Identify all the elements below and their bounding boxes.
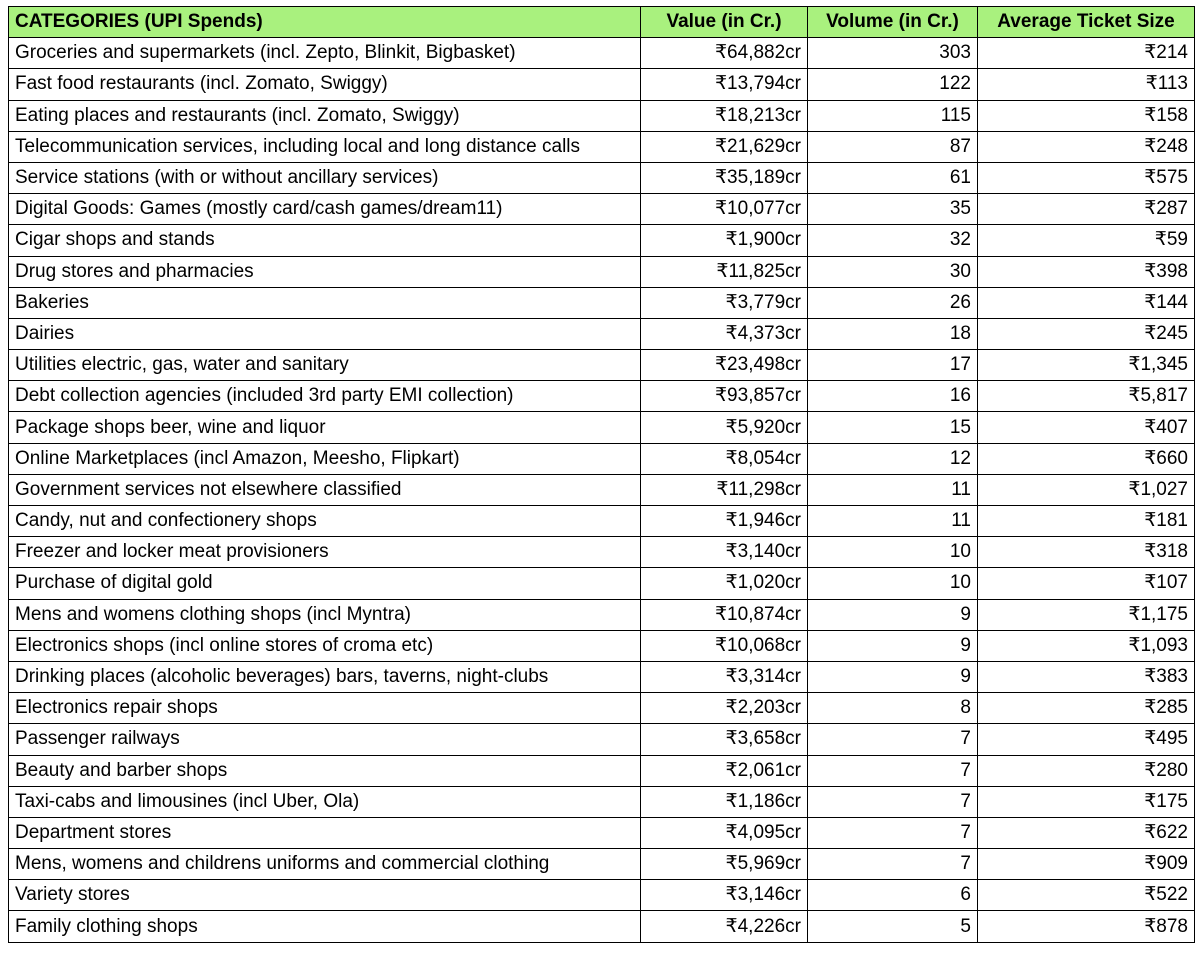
cell-volume[interactable]: 61 xyxy=(808,162,978,193)
cell-volume[interactable]: 10 xyxy=(808,568,978,599)
cell-category[interactable]: Groceries and supermarkets (incl. Zepto, Blinkit, Bigbasket) xyxy=(9,38,641,69)
cell-volume[interactable]: 9 xyxy=(808,630,978,661)
cell-average-ticket-size[interactable]: ₹245 xyxy=(978,318,1195,349)
cell-volume[interactable]: 7 xyxy=(808,849,978,880)
table-row xyxy=(9,724,1195,755)
cell-category[interactable]: Electronics repair shops xyxy=(9,693,641,724)
table-row xyxy=(9,162,1195,193)
cell-volume[interactable]: 12 xyxy=(808,443,978,474)
table-row xyxy=(9,381,1195,412)
cell-category[interactable]: Digital Goods: Games (mostly card/cash games/dream11) xyxy=(9,194,641,225)
table-row xyxy=(9,599,1195,630)
cell-volume[interactable]: 7 xyxy=(808,755,978,786)
cell-average-ticket-size[interactable]: ₹1,175 xyxy=(978,599,1195,630)
cell-value[interactable]: ₹5,969cr xyxy=(641,849,808,880)
cell-value[interactable]: ₹23,498cr xyxy=(641,350,808,381)
table-row xyxy=(9,849,1195,880)
cell-volume[interactable]: 11 xyxy=(808,474,978,505)
table-row xyxy=(9,69,1195,100)
cell-average-ticket-size[interactable]: ₹107 xyxy=(978,568,1195,599)
table-row xyxy=(9,131,1195,162)
cell-average-ticket-size[interactable]: ₹248 xyxy=(978,131,1195,162)
table-row xyxy=(9,880,1195,911)
cell-category[interactable]: Drinking places (alcoholic beverages) bars, taverns, night-clubs xyxy=(9,661,641,692)
cell-volume[interactable]: 6 xyxy=(808,880,978,911)
cell-value[interactable]: ₹3,779cr xyxy=(641,287,808,318)
table-body xyxy=(9,38,1195,942)
cell-category[interactable]: Mens and womens clothing shops (incl Myntra) xyxy=(9,599,641,630)
cell-value[interactable]: ₹3,140cr xyxy=(641,537,808,568)
cell-average-ticket-size[interactable]: ₹398 xyxy=(978,256,1195,287)
cell-value[interactable]: ₹3,146cr xyxy=(641,880,808,911)
cell-category[interactable]: Telecommunication services, including local and long distance calls xyxy=(9,131,641,162)
cell-volume[interactable]: 18 xyxy=(808,318,978,349)
cell-value[interactable]: ₹1,900cr xyxy=(641,225,808,256)
cell-category[interactable]: Department stores xyxy=(9,817,641,848)
cell-volume[interactable]: 7 xyxy=(808,786,978,817)
cell-average-ticket-size[interactable]: ₹522 xyxy=(978,880,1195,911)
cell-value[interactable]: ₹4,373cr xyxy=(641,318,808,349)
table-row xyxy=(9,412,1195,443)
cell-value[interactable]: ₹3,314cr xyxy=(641,661,808,692)
cell-volume[interactable]: 17 xyxy=(808,350,978,381)
cell-average-ticket-size[interactable]: ₹495 xyxy=(978,724,1195,755)
cell-category[interactable]: Taxi-cabs and limousines (incl Uber, Ola) xyxy=(9,786,641,817)
cell-volume[interactable]: 5 xyxy=(808,911,978,942)
cell-value[interactable]: ₹1,020cr xyxy=(641,568,808,599)
table-row xyxy=(9,194,1195,225)
cell-value[interactable]: ₹4,095cr xyxy=(641,817,808,848)
cell-average-ticket-size[interactable]: ₹287 xyxy=(978,194,1195,225)
cell-volume[interactable]: 8 xyxy=(808,693,978,724)
table-row xyxy=(9,350,1195,381)
cell-category[interactable]: Family clothing shops xyxy=(9,911,641,942)
cell-category[interactable]: Variety stores xyxy=(9,880,641,911)
cell-average-ticket-size[interactable]: ₹622 xyxy=(978,817,1195,848)
cell-value[interactable]: ₹1,186cr xyxy=(641,786,808,817)
cell-value[interactable]: ₹11,825cr xyxy=(641,256,808,287)
table-row xyxy=(9,568,1195,599)
cell-volume[interactable]: 303 xyxy=(808,38,978,69)
cell-category[interactable]: Electronics shops (incl online stores of croma etc) xyxy=(9,630,641,661)
table-row xyxy=(9,287,1195,318)
cell-volume[interactable]: 11 xyxy=(808,506,978,537)
cell-value[interactable]: ₹5,920cr xyxy=(641,412,808,443)
cell-volume[interactable]: 10 xyxy=(808,537,978,568)
cell-average-ticket-size[interactable]: ₹1,027 xyxy=(978,474,1195,505)
cell-category[interactable]: Utilities electric, gas, water and sanitary xyxy=(9,350,641,381)
cell-average-ticket-size[interactable]: ₹144 xyxy=(978,287,1195,318)
cell-category[interactable]: Government services not elsewhere classified xyxy=(9,474,641,505)
cell-category[interactable]: Package shops beer, wine and liquor xyxy=(9,412,641,443)
cell-value[interactable]: ₹64,882cr xyxy=(641,38,808,69)
cell-average-ticket-size[interactable]: ₹214 xyxy=(978,38,1195,69)
cell-value[interactable]: ₹3,658cr xyxy=(641,724,808,755)
cell-volume[interactable]: 30 xyxy=(808,256,978,287)
upi-spends-table xyxy=(8,6,1195,943)
cell-volume[interactable]: 122 xyxy=(808,69,978,100)
header-average-ticket-size[interactable]: Average Ticket Size xyxy=(978,7,1195,38)
cell-average-ticket-size[interactable]: ₹1,093 xyxy=(978,630,1195,661)
cell-average-ticket-size[interactable]: ₹285 xyxy=(978,693,1195,724)
cell-average-ticket-size[interactable]: ₹1,345 xyxy=(978,350,1195,381)
cell-volume[interactable]: 9 xyxy=(808,661,978,692)
cell-average-ticket-size[interactable]: ₹660 xyxy=(978,443,1195,474)
cell-category[interactable]: Eating places and restaurants (incl. Zomato, Swiggy) xyxy=(9,100,641,131)
cell-category[interactable]: Dairies xyxy=(9,318,641,349)
cell-category[interactable]: Mens, womens and childrens uniforms and commercial clothing xyxy=(9,849,641,880)
cell-value[interactable]: ₹2,061cr xyxy=(641,755,808,786)
cell-category[interactable]: Debt collection agencies (included 3rd party EMI collection) xyxy=(9,381,641,412)
cell-category[interactable]: Bakeries xyxy=(9,287,641,318)
cell-average-ticket-size[interactable]: ₹575 xyxy=(978,162,1195,193)
cell-average-ticket-size[interactable]: ₹158 xyxy=(978,100,1195,131)
table-row xyxy=(9,38,1195,69)
cell-category[interactable]: Fast food restaurants (incl. Zomato, Swiggy) xyxy=(9,69,641,100)
spreadsheet-table-container xyxy=(8,6,1194,943)
cell-value[interactable]: ₹13,794cr xyxy=(641,69,808,100)
cell-volume[interactable]: 7 xyxy=(808,817,978,848)
cell-value[interactable]: ₹35,189cr xyxy=(641,162,808,193)
cell-volume[interactable]: 32 xyxy=(808,225,978,256)
cell-volume[interactable]: 9 xyxy=(808,599,978,630)
table-row xyxy=(9,474,1195,505)
cell-value[interactable]: ₹4,226cr xyxy=(641,911,808,942)
cell-average-ticket-size[interactable]: ₹181 xyxy=(978,506,1195,537)
cell-value[interactable]: ₹10,068cr xyxy=(641,630,808,661)
header-row xyxy=(9,7,1195,38)
cell-category[interactable]: Candy, nut and confectionery shops xyxy=(9,506,641,537)
cell-category[interactable]: Drug stores and pharmacies xyxy=(9,256,641,287)
cell-value[interactable]: ₹93,857cr xyxy=(641,381,808,412)
cell-category[interactable]: Passenger railways xyxy=(9,724,641,755)
cell-category[interactable]: Online Marketplaces (incl Amazon, Meesho, Flipkart) xyxy=(9,443,641,474)
cell-average-ticket-size[interactable]: ₹318 xyxy=(978,537,1195,568)
cell-average-ticket-size[interactable]: ₹175 xyxy=(978,786,1195,817)
table-row xyxy=(9,256,1195,287)
cell-category[interactable]: Beauty and barber shops xyxy=(9,755,641,786)
cell-volume[interactable]: 35 xyxy=(808,194,978,225)
cell-volume[interactable]: 15 xyxy=(808,412,978,443)
table-row xyxy=(9,318,1195,349)
table-row xyxy=(9,661,1195,692)
cell-volume[interactable]: 115 xyxy=(808,100,978,131)
cell-volume[interactable]: 26 xyxy=(808,287,978,318)
header-volume[interactable]: Volume (in Cr.) xyxy=(808,7,978,38)
cell-category[interactable]: Freezer and locker meat provisioners xyxy=(9,537,641,568)
table-row xyxy=(9,911,1195,942)
table-row xyxy=(9,630,1195,661)
cell-category[interactable]: Purchase of digital gold xyxy=(9,568,641,599)
cell-volume[interactable]: 7 xyxy=(808,724,978,755)
cell-volume[interactable]: 87 xyxy=(808,131,978,162)
header-category[interactable]: CATEGORIES (UPI Spends) xyxy=(9,7,641,38)
cell-value[interactable]: ₹18,213cr xyxy=(641,100,808,131)
cell-value[interactable]: ₹8,054cr xyxy=(641,443,808,474)
cell-value[interactable]: ₹11,298cr xyxy=(641,474,808,505)
cell-value[interactable]: ₹21,629cr xyxy=(641,131,808,162)
header-value[interactable]: Value (in Cr.) xyxy=(641,7,808,38)
table-row xyxy=(9,755,1195,786)
cell-average-ticket-size[interactable]: ₹59 xyxy=(978,225,1195,256)
table-row xyxy=(9,537,1195,568)
cell-volume[interactable]: 16 xyxy=(808,381,978,412)
cell-average-ticket-size[interactable]: ₹113 xyxy=(978,69,1195,100)
cell-average-ticket-size[interactable]: ₹909 xyxy=(978,849,1195,880)
cell-category[interactable]: Service stations (with or without ancillary services) xyxy=(9,162,641,193)
cell-average-ticket-size[interactable]: ₹5,817 xyxy=(978,381,1195,412)
table-row xyxy=(9,506,1195,537)
cell-average-ticket-size[interactable]: ₹407 xyxy=(978,412,1195,443)
table-row xyxy=(9,817,1195,848)
cell-value[interactable]: ₹1,946cr xyxy=(641,506,808,537)
table-row xyxy=(9,100,1195,131)
cell-average-ticket-size[interactable]: ₹280 xyxy=(978,755,1195,786)
table-row xyxy=(9,443,1195,474)
table-row xyxy=(9,693,1195,724)
table-row xyxy=(9,225,1195,256)
cell-average-ticket-size[interactable]: ₹383 xyxy=(978,661,1195,692)
cell-category[interactable]: Cigar shops and stands xyxy=(9,225,641,256)
cell-average-ticket-size[interactable]: ₹878 xyxy=(978,911,1195,942)
cell-value[interactable]: ₹10,077cr xyxy=(641,194,808,225)
cell-value[interactable]: ₹10,874cr xyxy=(641,599,808,630)
cell-value[interactable]: ₹2,203cr xyxy=(641,693,808,724)
table-row xyxy=(9,786,1195,817)
